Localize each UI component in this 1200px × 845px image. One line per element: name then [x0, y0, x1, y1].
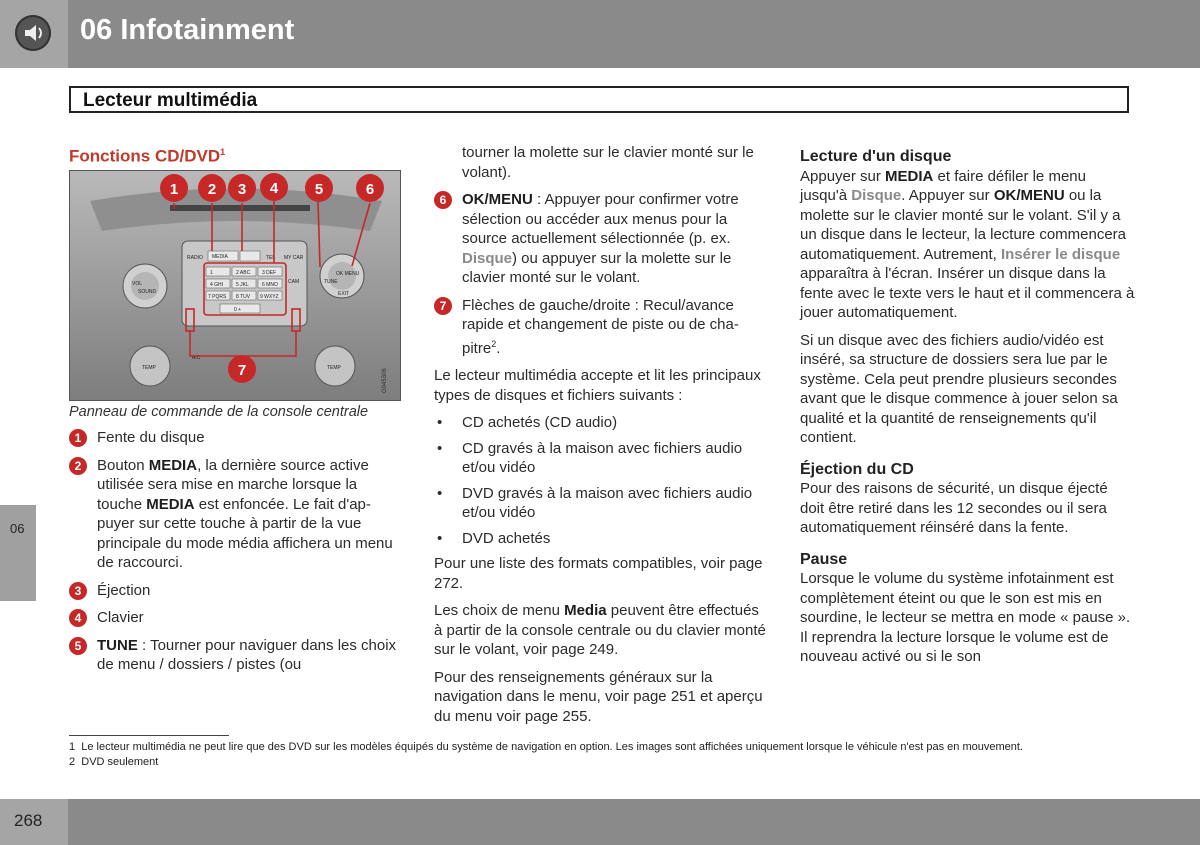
paragraph: Pour des renseignements généraux sur la navigation dans le menu, voir page 251 et aperçu du menu voir page 255.: [434, 668, 763, 725]
side-tab-label: 06: [10, 521, 25, 536]
figure-caption: Panneau de commande de la console centrale: [69, 404, 369, 420]
key-8: 8 TUV: [236, 294, 251, 300]
list-item: 4 Clavier: [69, 608, 399, 628]
heading-play-disc: Lecture d'un disque: [800, 148, 952, 165]
chapter-header-bar: [0, 0, 1200, 68]
list-item: 2 Bouton MEDIA, la dernière source active utilisée sera mise en marche lorsque la touche MEDIA est enfoncée. Le fait d'appuyer sur cette touche à partir de la vue principale du mode média affichera un menu de raccourci.: [69, 456, 399, 573]
section-title: Lecteur multimédia: [83, 90, 258, 111]
key-9: 9 WXYZ: [260, 294, 279, 300]
right-column: [800, 143, 1135, 675]
disc-slot: [170, 205, 310, 211]
bullet-item: • DVD gravés à la maison avec fichiers audio et/ou vidéo: [437, 484, 753, 521]
number-marker: 6: [434, 191, 452, 209]
okmenu-label: OK MENU: [336, 271, 360, 277]
heading-eject: Éjection du CD: [800, 460, 914, 478]
paragraph: Lorsque le volume du système infotainment est complètement éteint ou que le son est mis en sourdine, le lecteur se mettra en mode « pause ». Il reprendra la lecture lorsque le volume est de nouveau activé ou si le son: [800, 570, 1131, 665]
marker-2: 2: [207, 181, 217, 198]
exit-label: EXIT: [338, 291, 350, 297]
temp-right-label: TEMP: [327, 365, 341, 371]
media-key-label: MEDIA: [212, 254, 228, 260]
bullet-item: • DVD achetés: [437, 529, 551, 547]
paragraph: Pour une liste des formats compatibles, voir page 272.: [434, 555, 763, 592]
temp-left-label: TEMP: [142, 365, 156, 371]
footnote-divider: [69, 735, 229, 736]
mycar-key-label: MY CAR: [284, 255, 304, 261]
marker-1: 1: [169, 181, 179, 198]
key-0: 0 +: [234, 307, 242, 313]
footnotes: [69, 740, 1023, 770]
left-column: [69, 143, 389, 166]
marker-6: 6: [365, 181, 375, 198]
number-marker: 1: [69, 429, 87, 447]
paragraph: Les choix de menu Media peuvent être effectués à partir de la console centrale ou du clavier monté sur le volant, voir page 249.: [434, 602, 766, 658]
functions-heading: Fonctions CD/DVD$^1$: [69, 146, 226, 166]
console-illustration: [70, 171, 401, 401]
vol-label: VOL: [132, 281, 143, 287]
marker-4: 4: [269, 180, 279, 197]
list-item: 1 Fente du disque: [69, 428, 399, 448]
number-marker: 5: [69, 637, 87, 655]
section-title-box: [69, 86, 1129, 113]
footnote: 2 DVD seulement: [69, 756, 159, 768]
paragraph: Appuyer sur MEDIA et faire défiler le menu jusqu'à Disque. Appuyer sur OK/MENU ou la molette sur le clavier monté sur le volant. S'il y a un disque dans le lecteur, la lecture commencera automatiquement. Autrement, Insérer le disque apparaîtra à l'écran. Insérer un disque dans la fente avec le texte vers le haut et il commencera à jouer automatiquement.: [800, 167, 1135, 321]
paragraph: Si un disque avec des fichiers audio/vidéo est inséré, sa structure de dossiers sera lue par le système. Cela peut prendre plusieurs secondes avant que le disque commence à jouer selon sa qualité et la quantité de renseignements qu'il contient.: [800, 331, 1118, 446]
footnote: 1 Le lecteur multimédia ne peut lire que des DVD sur les modèles équipés du système de navigation en option. Les images sont affichées uniquement lorsque le véhicule n'est pas en mouvement.: [69, 741, 1023, 753]
chapter-title: 06 Infotainment: [80, 14, 295, 46]
ac-label: A/C: [192, 355, 201, 361]
key-1: 1: [210, 270, 213, 276]
key-2: 2 ABC: [236, 270, 251, 276]
tune-label: TUNE: [324, 279, 338, 285]
key-7: 7 PQRS: [208, 294, 227, 300]
key-5: 5 JKL: [236, 282, 249, 288]
figure-code: G045306: [382, 368, 388, 393]
list-item: 6 OK/MENU : Appuyer pour confirmer votre sélection ou accéder aux menus pour la source actuellement sélectionnée (p. ex. Disque) ou appuyer sur la molette sur le clavier monté sur le volant.: [434, 190, 769, 288]
footer-bar: [0, 799, 1200, 845]
key-4: 4 GHI: [210, 282, 224, 288]
list-item: 3 Éjection: [69, 581, 399, 601]
paragraph: Le lecteur multimédia accepte et lit les principaux types de disques et fichiers suivants :: [434, 367, 761, 404]
speaker-icon: [15, 15, 51, 51]
tel-key-label: TEL: [266, 255, 276, 261]
number-marker: 3: [69, 582, 87, 600]
marker-5: 5: [314, 181, 324, 198]
paragraph: Pour des raisons de sécurité, un disque éjecté doit être retiré dans les 12 secondes ou il sera automatiquement réinséré dans la fente.: [800, 480, 1108, 536]
list-item: 5 TUNE : Tourner pour naviguer dans les choix de menu / dossiers / pistes (ou: [69, 636, 399, 675]
number-marker: 7: [434, 297, 452, 315]
number-marker: 4: [69, 609, 87, 627]
marker-3: 3: [237, 181, 247, 198]
console-figure: [69, 170, 401, 401]
middle-column: [434, 143, 769, 734]
left-list: [69, 428, 399, 683]
key-6: 6 MNO: [262, 282, 278, 288]
bullet-item: • CD gravés à la maison avec fichiers audio et/ou vidéo: [437, 439, 743, 476]
page-number: 268: [14, 811, 43, 830]
list-item: 7 Flèches de gauche/droite : Recul/avance rapide et changement de piste ou de chapitre$^2$.: [434, 296, 769, 359]
key-3: 3 DEF: [262, 270, 277, 276]
sound-label: SOUND: [138, 289, 157, 295]
side-chapter-tab: [0, 505, 36, 601]
radio-key-label: RADIO: [187, 255, 203, 261]
marker-7: 7: [237, 362, 247, 379]
number-marker: 2: [69, 457, 87, 475]
chapter-icon-box: [0, 0, 68, 68]
heading-pause: Pause: [800, 550, 848, 568]
bullet-item: • CD achetés (CD audio): [437, 414, 618, 431]
continued-text: tourner la molette sur le clavier monté sur le volant).: [462, 144, 754, 181]
page-number-box: [0, 799, 68, 845]
cam-key-label: CAM: [288, 279, 300, 285]
